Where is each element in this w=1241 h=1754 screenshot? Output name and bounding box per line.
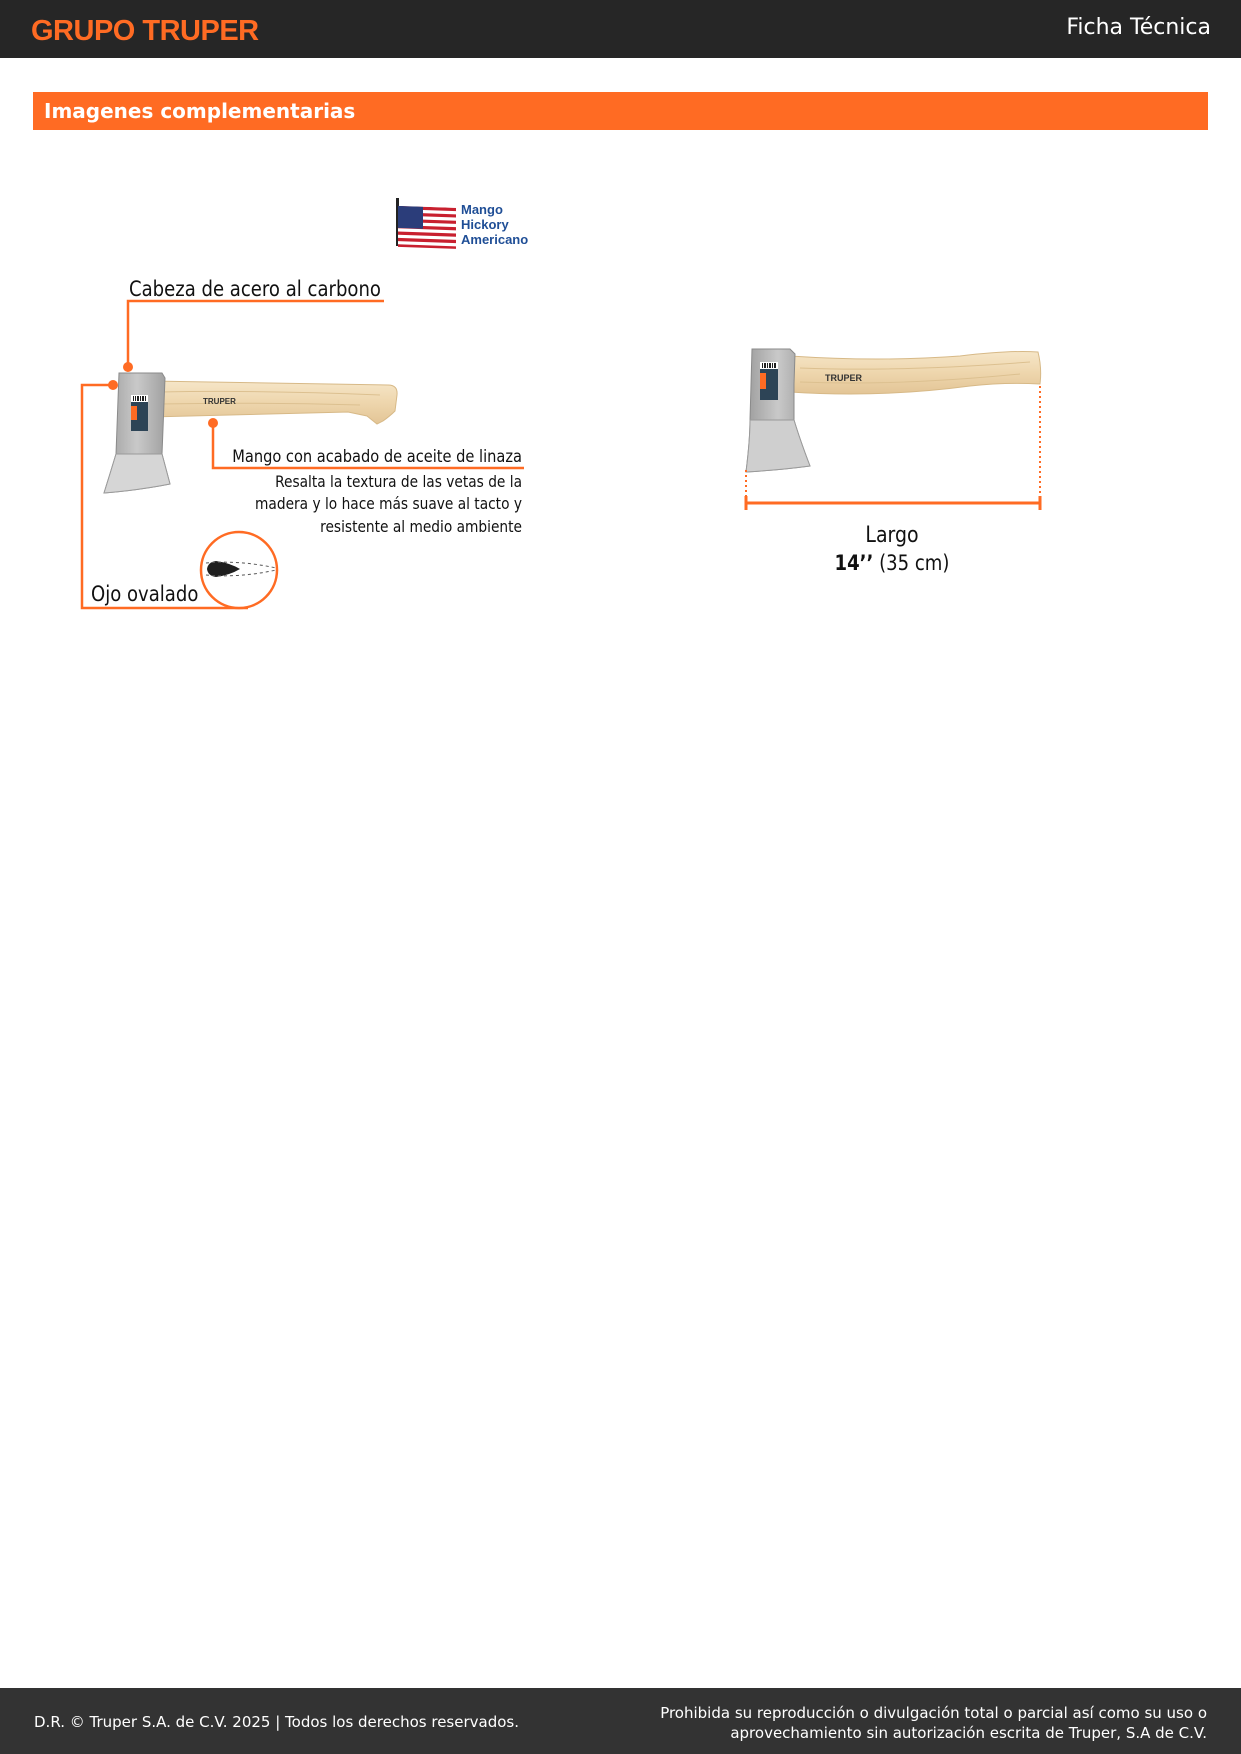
eye-callout-text: Ojo ovalado	[90, 581, 199, 607]
axe-brand-label-2: TRUPER	[825, 373, 863, 383]
document-type: Ficha Técnica	[1066, 15, 1211, 40]
dimension-value-inches: 14’’	[834, 550, 874, 576]
handle-callout-title: Mango con acabado de aceite de linaza	[232, 445, 522, 467]
reproduction-notice-line-2: aprovechamiento sin autorización escrita de Truper, S.A de C.V.	[730, 1724, 1207, 1742]
reproduction-notice	[660, 1703, 1207, 1743]
badge-line-3: Americano	[461, 232, 529, 247]
dimension-label: Largo	[865, 521, 919, 548]
head-callout-line	[128, 301, 384, 367]
section-title: Imagenes complementarias	[44, 99, 356, 123]
dimension-value-cm: (35 cm)	[873, 550, 950, 576]
head-callout-dot	[123, 362, 133, 372]
page-footer	[0, 1688, 1241, 1754]
handle-callout-dot	[208, 418, 218, 428]
handle-callout-desc-3: resistente al medio ambiente	[320, 516, 522, 537]
dimension-value	[835, 551, 950, 576]
eye-callout-dot	[108, 380, 118, 390]
badge-line-2: Hickory	[461, 217, 509, 232]
axe-brand-label: TRUPER	[203, 397, 236, 406]
reproduction-notice-line-1: Prohibida su reproducción o divulgación total o parcial así como su uso o	[660, 1704, 1207, 1722]
handle-callout-desc-2: madera y lo hace más suave al tacto y	[255, 493, 522, 514]
brand-logo: GRUPO TRUPER	[31, 15, 259, 47]
badge-line-1: Mango	[461, 202, 503, 217]
handle-callout-desc-1: Resalta la textura de las vetas de la	[275, 471, 522, 492]
head-callout-text: Cabeza de acero al carbono	[129, 276, 381, 302]
axe-length-illustration	[746, 349, 1041, 472]
usa-flag-icon	[396, 198, 456, 250]
copyright-notice: D.R. © Truper S.A. de C.V. 2025 | Todos los derechos reservados.	[34, 1713, 519, 1731]
